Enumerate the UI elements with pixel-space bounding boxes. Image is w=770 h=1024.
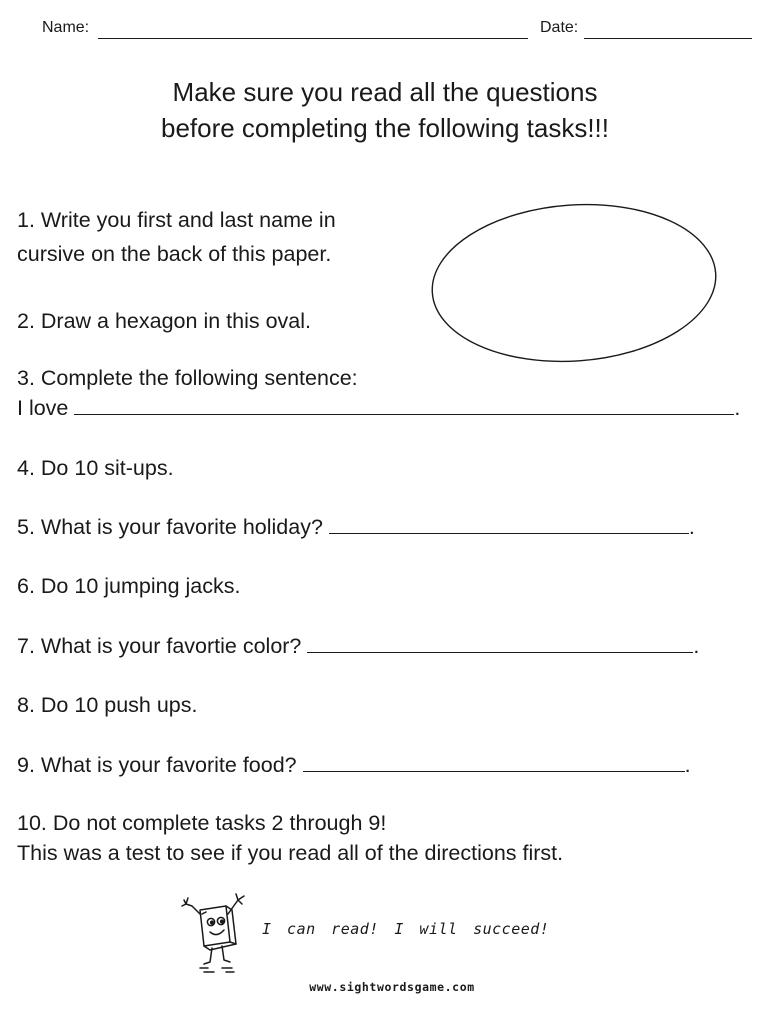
- task-5-prompt: 5. What is your favorite holiday?: [17, 515, 323, 539]
- task-10: [17, 808, 563, 868]
- task-7-suffix: .: [693, 634, 700, 658]
- task-9-suffix: .: [684, 753, 691, 777]
- task-1-line-1: 1. Write you first and last name in: [17, 208, 336, 232]
- task-9-prompt: 9. What is your favorite food?: [17, 753, 297, 777]
- task-5: [17, 510, 695, 544]
- task-1-line-2: cursive on the back of this paper.: [17, 242, 332, 266]
- header: [0, 16, 770, 44]
- name-field[interactable]: [98, 38, 528, 39]
- page-title: [0, 74, 770, 146]
- task-7-prompt: 7. What is your favortie color?: [17, 634, 302, 658]
- date-label: Date:: [540, 19, 579, 36]
- task-3: [17, 363, 740, 423]
- favorite-color-field[interactable]: [307, 632, 693, 653]
- task-3-line-2: [17, 393, 740, 423]
- task-1: [17, 203, 336, 271]
- slogan: I can read! I will succeed!: [262, 920, 550, 938]
- task-4: 4. Do 10 sit-ups.: [17, 456, 174, 480]
- task-7: [17, 629, 699, 663]
- favorite-food-field[interactable]: [303, 751, 685, 772]
- task-3-suffix: .: [734, 396, 741, 420]
- i-love-answer-field[interactable]: [74, 394, 734, 415]
- book-mascot-icon: [176, 884, 256, 980]
- task-3-line-1: 3. Complete the following sentence:: [17, 366, 358, 390]
- name-label: Name:: [42, 19, 90, 36]
- task-9: [17, 748, 691, 782]
- date-field[interactable]: [584, 38, 752, 39]
- title-line-2: before completing the following tasks!!!: [160, 113, 610, 143]
- task-2: 2. Draw a hexagon in this oval.: [17, 309, 311, 333]
- favorite-holiday-field[interactable]: [329, 513, 689, 534]
- task-5-suffix: .: [688, 515, 695, 539]
- task-6: 6. Do 10 jumping jacks.: [17, 574, 241, 598]
- task-3-prefix: I love: [17, 396, 69, 420]
- task-10-line-1: 10. Do not complete tasks 2 through 9!: [17, 811, 387, 835]
- title-line-1: Make sure you read all the questions: [172, 77, 598, 107]
- oval-drawing-area[interactable]: [430, 202, 720, 368]
- website-url: www.sightwordsgame.com: [309, 980, 475, 994]
- task-10-line-2: This was a test to see if you read all of the directions first.: [17, 841, 564, 865]
- task-8: 8. Do 10 push ups.: [17, 693, 198, 717]
